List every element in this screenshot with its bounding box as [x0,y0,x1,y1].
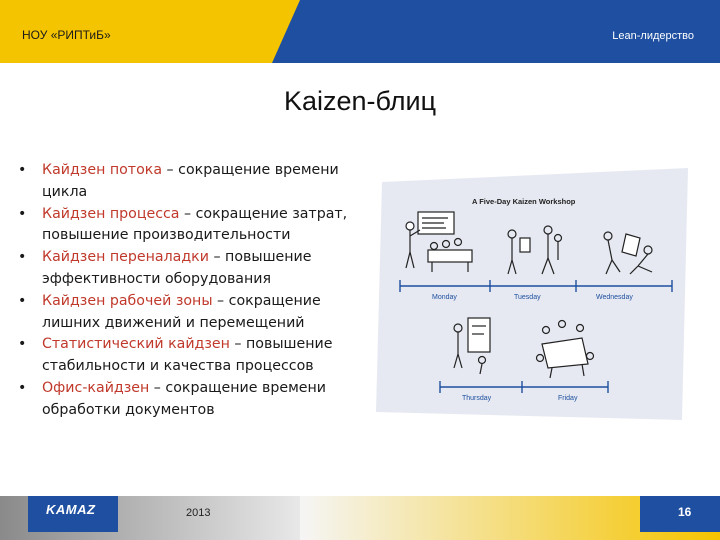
bullet-list [18,160,368,422]
bullet-item [18,291,368,335]
header-topic: Lean-лидерство [612,30,694,42]
page-number: 16 [678,505,692,519]
bullet-icon: • [18,249,27,266]
bullet-text: – сокращение лишних движений и перемещений [42,292,321,331]
bullet-item [18,247,368,291]
header-org: НОУ «РИПТиБ» [22,28,111,42]
footer-year: 2013 [186,507,211,519]
day-label: Friday [558,395,578,402]
day-label: Tuesday [514,294,541,301]
bullet-item [18,160,368,204]
bullet-icon: • [18,162,27,178]
bullet-term: Кайдзен процесса [42,205,180,222]
figure-title: A Five-Day Kaizen Workshop [472,197,576,206]
day-label: Thursday [462,395,492,402]
bullet-text: – повышение стабильности и качества процессов [42,336,333,375]
bullet-icon: • [18,292,27,309]
bullet-text: – повышение эффективности оборудования [42,249,312,287]
day-label: Monday [432,294,457,301]
bullet-text: – сокращение времени обработки документов [42,379,326,418]
bullet-icon: • [18,336,27,353]
bullet-item [18,204,368,248]
bullet-text: – сокращение времени цикла [42,162,339,200]
bullet-item [18,378,368,422]
bullet-item [18,334,368,378]
bullet-term: Кайдзен переналадки [42,249,209,266]
bullet-term: Кайдзен потока [42,162,163,178]
bullet-text: – сокращение затрат, повышение производительности [42,205,348,244]
bullet-term: Статистический кайдзен [42,336,230,353]
bullet-icon: • [18,205,27,222]
slide-title: Kaizen-блиц [283,86,437,116]
kaizen-workshop-figure [376,168,688,420]
bullet-term: Кайдзен рабочей зоны [42,292,213,309]
kamaz-logo: KAMAZ [46,502,96,517]
day-label: Wednesday [596,294,633,301]
bullet-icon: • [18,379,27,396]
bullet-term: Офис-кайдзен [42,379,150,396]
